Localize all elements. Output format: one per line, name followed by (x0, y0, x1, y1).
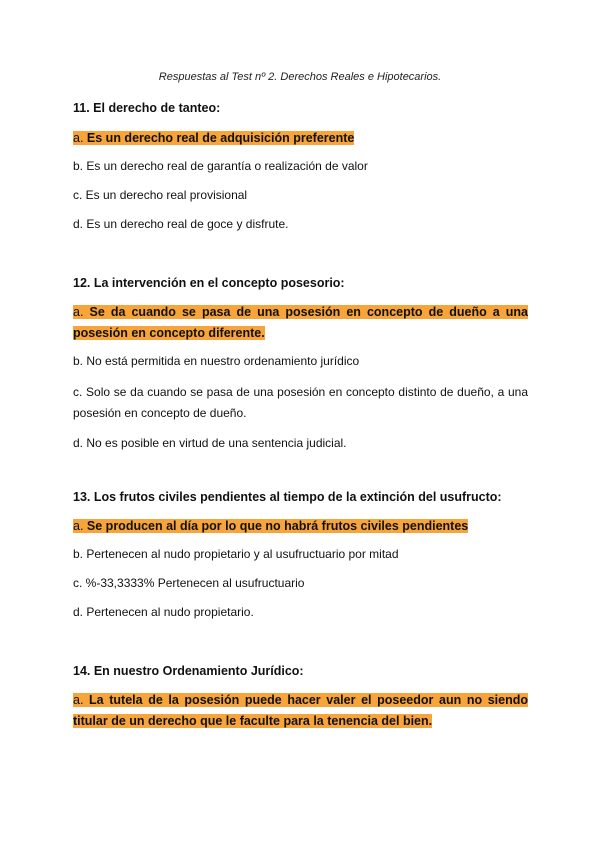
answer-text: Se producen al día por lo que no habrá frutos civiles pendientes (86, 519, 469, 533)
correct-answer (73, 690, 528, 732)
option-d: d. Pertenecen al nudo propietario. (73, 605, 254, 619)
answer-text: Es un derecho real de adquisición preferente (86, 131, 355, 145)
question-title: 14. En nuestro Ordenamiento Jurídico: (73, 664, 304, 678)
question-title: 11. El derecho de tanteo: (73, 101, 221, 115)
option-d: d. No es posible en virtud de una sentencia judicial. (73, 436, 347, 450)
option-d: d. Es un derecho real de goce y disfrute. (73, 217, 289, 231)
answer-letter: a. (73, 305, 84, 319)
question-11 (73, 100, 528, 232)
answer-letter: a. (73, 519, 84, 533)
option-b: b. Es un derecho real de garantía o realización de valor (73, 159, 368, 173)
correct-answer (73, 302, 528, 344)
question-12 (73, 275, 528, 451)
correct-answer (73, 516, 528, 537)
answer-text: La tutela de la posesión puede hacer valer el poseedor aun no siendo titular de un derecho que le faculte para la tenencia del bien. (73, 693, 528, 728)
option-b: b. Pertenecen al nudo propietario y al usufructuario por mitad (73, 547, 399, 561)
correct-answer (73, 128, 528, 149)
question-14 (73, 663, 528, 732)
answer-text: Se da cuando se pasa de una posesión en concepto de dueño a una posesión en concepto diferente. (73, 305, 528, 340)
option-b: b. No está permitida en nuestro ordenamiento jurídico (73, 354, 360, 368)
question-13 (73, 489, 528, 620)
question-title: 12. La intervención en el concepto posesorio: (73, 276, 345, 290)
option-c: c. Solo se da cuando se pasa de una posesión en concepto distinto de dueño, a una posesión en concepto de dueño. (73, 385, 528, 420)
option-c: c. Es un derecho real provisional (73, 188, 248, 202)
question-title: 13. Los frutos civiles pendientes al tiempo de la extinción del usufructo: (73, 490, 502, 504)
answer-letter: a. (73, 693, 84, 707)
option-c: c. %-33,3333% Pertenecen al usufructuario (73, 576, 305, 590)
answer-letter: a. (73, 131, 84, 145)
page-header: Respuestas al Test nº 2. Derechos Reales e Hipotecarios. (158, 71, 442, 83)
